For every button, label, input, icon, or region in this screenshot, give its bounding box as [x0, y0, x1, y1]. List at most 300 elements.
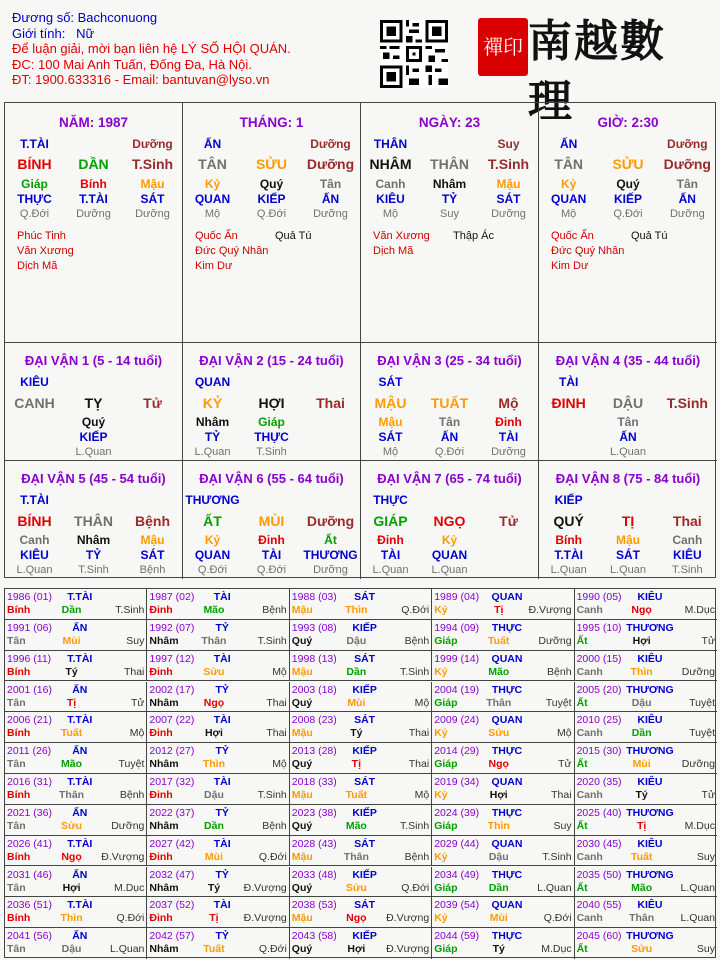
year-cell	[290, 805, 432, 836]
cell-row	[539, 156, 717, 172]
year-branch: Tuất	[203, 943, 225, 956]
cell-text: KIÊU	[672, 548, 702, 562]
year-god: TỶ	[215, 745, 229, 758]
year-line-1	[292, 930, 429, 943]
year-branch: Mão	[488, 665, 510, 678]
cell-row	[183, 208, 360, 220]
year-god: SÁT	[354, 837, 376, 850]
year-phase: M.Dục	[684, 604, 715, 616]
cell-text: TÀI	[498, 430, 519, 444]
year-line-1	[577, 899, 715, 912]
spacer	[301, 493, 360, 507]
contact-line: Để luận giải, mời bạn liên hệ LÝ SỐ HỘI QUÁN.	[12, 41, 291, 56]
year-line-1	[434, 899, 571, 912]
year-god: TÀI	[213, 837, 231, 850]
year-branch: Dậu	[488, 850, 509, 863]
year-stem: Mậu	[291, 789, 313, 801]
cell-text: Mộ	[382, 446, 399, 458]
year-cell	[147, 743, 289, 774]
year-god: THỰC	[491, 930, 523, 943]
year-line-2	[7, 758, 144, 771]
year-branch: Tuất	[345, 789, 368, 801]
cell-row	[539, 446, 717, 458]
year-god: ẤN	[72, 868, 88, 881]
pillar-title: NGÀY: 23	[418, 115, 481, 130]
cell-text: Mậu	[140, 177, 165, 191]
cell-row	[183, 513, 360, 529]
pillar-title: GIỜ: 2:30	[597, 115, 659, 130]
year-stem: Nhâm	[149, 758, 179, 771]
cell-row	[361, 156, 538, 172]
cell-text: T.Sinh	[131, 156, 174, 172]
year-cell	[5, 836, 147, 867]
year-phase: Bệnh	[119, 789, 145, 801]
cell-row	[5, 430, 182, 444]
year-cell	[575, 836, 717, 867]
year-label: 2001 (16)	[7, 683, 52, 696]
cell-text: Dưỡng	[667, 137, 708, 151]
year-cell	[432, 774, 574, 805]
year-line-2	[149, 727, 286, 740]
year-phase: Mộ	[414, 789, 430, 801]
cell-text: Tân	[617, 415, 639, 429]
year-line-2	[149, 789, 286, 802]
year-label: 2027 (42)	[149, 837, 195, 850]
year-god: TÀI	[213, 899, 231, 912]
year-god: THỰC	[491, 745, 523, 758]
cell-row	[183, 156, 360, 172]
year-line-1	[577, 930, 715, 943]
cell-text: Dưỡng	[313, 208, 348, 220]
year-line-2	[292, 635, 429, 648]
cell-text: ẤT	[203, 513, 222, 529]
year-branch: Mão	[203, 604, 225, 616]
year-stem: Mậu	[291, 665, 313, 678]
cell-text: MẬU	[374, 395, 407, 411]
year-label: 1998 (13)	[291, 652, 337, 665]
pillar-2	[183, 103, 361, 343]
god-label: T.TÀI	[20, 493, 49, 507]
year-cell	[432, 867, 574, 898]
year-stem: Quý	[291, 758, 313, 771]
year-branch: Ngọ	[61, 850, 82, 863]
year-branch: Thìn	[487, 819, 510, 832]
year-god: SÁT	[354, 776, 376, 788]
cell-text: QUAN	[194, 548, 231, 562]
cell-text: Tân	[676, 177, 698, 191]
cell-text: MÙI	[258, 513, 285, 529]
cell-text: Kỷ	[560, 177, 577, 191]
year-label: 1997 (12)	[149, 652, 195, 665]
cell-row	[361, 430, 538, 444]
cell-text: SỬU	[255, 156, 288, 172]
cell-text: Bính	[555, 533, 582, 547]
cell-text: Dưỡng	[310, 137, 351, 151]
year-branch: Mão	[61, 758, 83, 771]
year-line-2	[434, 789, 571, 802]
year-cell	[575, 867, 717, 898]
year-stem: Ất	[576, 758, 588, 771]
year-line-2	[434, 758, 571, 771]
year-stem: Tân	[7, 819, 26, 832]
year-cell	[575, 897, 717, 928]
year-label: 2041 (56)	[7, 930, 52, 943]
cell-text: T.Sinh	[78, 564, 109, 576]
cell-text	[658, 415, 717, 429]
cell-text: KỶ	[202, 395, 223, 411]
year-line-1	[292, 838, 429, 851]
gender-line: Giới tính: Nữ	[12, 25, 95, 41]
year-line-1	[7, 776, 144, 789]
year-cell	[5, 651, 147, 682]
year-line-2	[577, 604, 715, 617]
year-god: QUAN	[491, 837, 523, 850]
cell-text: Suy	[497, 137, 520, 151]
year-phase: T.Sinh	[400, 665, 430, 678]
year-line-1	[149, 930, 286, 943]
cell-row	[183, 177, 360, 191]
spacer	[420, 493, 479, 507]
year-label: 2013 (28)	[291, 745, 337, 758]
year-label: 2016 (31)	[7, 776, 52, 788]
year-phase: T.Sinh	[400, 819, 430, 832]
year-line-1	[149, 899, 286, 912]
year-phase: T.Sinh	[257, 789, 287, 801]
year-label: 2036 (51)	[7, 899, 52, 912]
pillar-4	[539, 103, 717, 343]
year-label: 2017 (32)	[149, 776, 195, 788]
year-god: SÁT	[354, 591, 376, 603]
year-branch: Dần	[631, 727, 652, 740]
year-branch: Sửu	[345, 881, 367, 894]
year-branch: Thìn	[202, 758, 226, 771]
year-phase: Bệnh	[262, 604, 287, 616]
year-label: 2043 (58)	[291, 930, 337, 943]
year-branch: Tý	[350, 727, 363, 740]
logo: 南越數理	[528, 16, 666, 127]
year-god: ẤN	[72, 683, 88, 696]
cell-text: Kỷ	[204, 177, 221, 191]
year-line-2	[7, 789, 144, 802]
dai-van-title: ĐẠI VẬN 8 (75 - 84 tuổi)	[555, 471, 701, 486]
cell-row	[5, 192, 182, 206]
year-line-1	[149, 776, 286, 789]
god-label: THƯƠNG	[185, 493, 240, 507]
year-phase: Mộ	[556, 727, 572, 740]
year-line-1	[149, 714, 286, 727]
year-label: 2014 (29)	[434, 745, 480, 758]
year-line-2	[434, 727, 571, 740]
year-cell	[290, 774, 432, 805]
year-stem: Quý	[291, 943, 313, 956]
year-line-1	[149, 684, 286, 697]
cell-text: TUẤT	[430, 395, 469, 411]
god-label: TÀI	[558, 375, 579, 389]
cell-text: L.Quan	[194, 446, 231, 458]
year-phase: Thai	[551, 789, 572, 801]
year-branch: Hợi	[347, 943, 366, 956]
year-line-1	[577, 869, 715, 882]
cell-text: Bệnh	[139, 564, 166, 576]
year-line-2	[292, 851, 429, 864]
cell-text	[5, 430, 64, 444]
year-line-2	[434, 912, 571, 925]
cell-text: TỶ	[204, 430, 221, 444]
cell-text: THÂN	[74, 513, 113, 529]
cell-text	[5, 446, 64, 458]
cell-text: Q.Đới	[19, 208, 50, 220]
cell-text: T.Sinh	[256, 446, 287, 458]
year-line-1	[292, 869, 429, 882]
year-stem: Giáp	[434, 696, 458, 709]
cell-text: Giáp	[258, 415, 285, 429]
year-line-1	[577, 838, 715, 851]
year-cell	[147, 620, 289, 651]
cell-row	[539, 430, 717, 444]
spacer	[123, 375, 182, 389]
year-branch: Sửu	[488, 727, 510, 740]
year-phase: Mộ	[414, 696, 430, 709]
year-phase: L.Quan	[680, 881, 715, 894]
cell-text: Dưỡng	[76, 208, 111, 220]
cell-row	[361, 548, 538, 562]
year-stem: Canh	[576, 789, 603, 801]
year-stem: Giáp	[434, 943, 458, 956]
year-line-2	[7, 820, 144, 833]
star-name: Văn Xương	[373, 230, 430, 242]
year-line-1	[577, 714, 715, 727]
cell-text: Bính	[80, 177, 107, 191]
year-branch: Tý	[207, 881, 221, 894]
year-line-2	[292, 912, 429, 925]
cell-text: T.TÀI	[20, 137, 49, 151]
cell-text	[420, 137, 479, 151]
cell-text	[301, 415, 360, 429]
year-line-2	[292, 666, 429, 679]
year-cell	[5, 897, 147, 928]
year-stem: Canh	[576, 850, 603, 863]
cell-text: Suy	[440, 208, 459, 220]
cell-text: Tử	[499, 513, 518, 529]
cell-text: Quý	[81, 415, 106, 429]
year-stem: Mậu	[291, 850, 313, 863]
year-god: T.TÀI	[67, 591, 93, 603]
year-branch: Dậu	[204, 789, 224, 801]
god-label: THỰC	[373, 493, 408, 507]
cell-text: THỰC	[254, 430, 289, 444]
year-label: 2020 (35)	[576, 776, 622, 788]
year-branch: Ngọ	[346, 912, 367, 925]
year-branch: Dần	[346, 665, 367, 678]
year-branch: Hợi	[204, 727, 223, 740]
year-god: QUAN	[491, 714, 523, 727]
year-phase: Đ.Vượng	[243, 912, 287, 925]
year-stem: Kỷ	[434, 727, 448, 740]
year-line-1	[292, 684, 429, 697]
year-line-2	[149, 882, 286, 895]
year-branch: Tý	[65, 665, 78, 678]
year-line-2	[7, 912, 144, 925]
year-line-2	[577, 666, 715, 679]
year-label: 1995 (10)	[576, 621, 622, 634]
cell-text: BÍNH	[17, 513, 52, 529]
cell-text: TÀI	[380, 548, 401, 562]
dai-van-god	[361, 375, 538, 389]
year-stem: Kỷ	[434, 912, 448, 925]
year-line-1	[434, 838, 571, 851]
year-phase: L.Quan	[109, 943, 145, 956]
year-cell	[5, 805, 147, 836]
cell-text	[123, 415, 182, 429]
seal-stamp-icon: 禪印	[478, 18, 528, 76]
year-stem: Kỷ	[434, 850, 448, 863]
year-stem: Tân	[7, 634, 26, 647]
cell-text	[539, 415, 598, 429]
year-god: T.TÀI	[67, 714, 93, 727]
year-cell	[5, 620, 147, 651]
cell-row	[361, 564, 538, 576]
year-stem: Kỷ	[434, 665, 448, 678]
star-list	[551, 229, 624, 274]
cell-text	[5, 415, 64, 429]
year-phase: Mộ	[272, 665, 287, 678]
year-god: KIẾP	[352, 683, 377, 696]
cell-text	[658, 430, 717, 444]
cell-text: ẤN	[619, 430, 637, 444]
year-branch: Tị	[494, 604, 504, 616]
cell-text: Thai	[316, 395, 345, 411]
year-god: KIÊU	[637, 591, 663, 603]
year-god: KIÊU	[637, 652, 663, 665]
cell-text: Canh	[19, 533, 50, 547]
year-god: THƯƠNG	[626, 683, 674, 696]
year-god: THƯƠNG	[626, 621, 674, 634]
year-label: 2026 (41)	[7, 837, 52, 850]
spacer	[479, 375, 538, 389]
year-god: TỶ	[215, 621, 229, 634]
year-phase: Q.Đới	[258, 943, 287, 956]
cell-text: Canh	[375, 177, 406, 191]
cell-row	[5, 156, 182, 172]
cell-text	[123, 430, 182, 444]
year-line-1	[577, 591, 715, 604]
cell-row	[5, 533, 182, 547]
cell-text: Kỷ	[441, 533, 458, 547]
year-god: THỰC	[491, 806, 523, 819]
year-label: 2040 (55)	[576, 899, 622, 912]
year-line-1	[7, 622, 144, 635]
year-branch: Tuất	[488, 634, 510, 647]
year-label: 1993 (08)	[291, 621, 337, 634]
spacer	[598, 375, 657, 389]
star-name: Thập Ác	[453, 230, 494, 242]
year-phase: Q.Đới	[401, 881, 430, 894]
dai-van-5	[5, 461, 183, 579]
cell-text: KIẾP	[257, 192, 286, 206]
year-branch: Mão	[345, 819, 367, 832]
cell-text	[598, 137, 657, 151]
cell-text: T.TÀI	[79, 192, 108, 206]
year-cell	[432, 836, 574, 867]
year-branch: Mão	[631, 881, 653, 894]
year-god: SÁT	[354, 714, 376, 727]
year-phase: Q.Đới	[258, 850, 287, 863]
cell-text: Đinh	[495, 415, 522, 429]
cell-text: ẤN	[440, 430, 459, 444]
year-cell	[147, 712, 289, 743]
year-line-1	[577, 684, 715, 697]
cell-row	[183, 137, 360, 151]
year-phase: Tử	[701, 789, 715, 801]
year-line-1	[577, 807, 715, 820]
cell-text: L.Quan	[609, 564, 647, 576]
year-stem: Canh	[576, 665, 603, 678]
year-cell	[432, 589, 574, 620]
cell-text: TÂN	[554, 156, 584, 172]
dai-van-god	[5, 493, 182, 507]
year-cell	[432, 897, 574, 928]
year-label: 2025 (40)	[576, 806, 622, 819]
year-line-2	[577, 635, 715, 648]
year-line-1	[434, 653, 571, 666]
qr-code-icon[interactable]	[380, 20, 448, 88]
year-cell	[5, 589, 147, 620]
year-label: 2000 (15)	[576, 652, 622, 665]
cell-text: Q.Đới	[256, 208, 287, 220]
year-label: 2035 (50)	[576, 868, 622, 881]
cell-text: Giáp	[21, 177, 48, 191]
spacer	[64, 493, 123, 507]
year-branch: Dần	[488, 881, 509, 894]
cell-text: T.Sinh	[672, 564, 703, 576]
year-god: THỰC	[491, 683, 523, 696]
year-line-2	[292, 789, 429, 802]
year-phase: Suy	[553, 819, 572, 832]
cell-text	[479, 564, 538, 576]
year-branch: Ngọ	[488, 758, 509, 771]
year-branch: Tuất	[60, 727, 83, 740]
dai-van-god	[539, 375, 717, 389]
year-branch: Thân	[343, 850, 369, 863]
spacer	[64, 375, 123, 389]
year-cell	[147, 897, 289, 928]
year-cell	[575, 712, 717, 743]
cell-row	[539, 208, 717, 220]
year-line-2	[434, 943, 571, 956]
star-name: Kim Dư	[195, 260, 233, 272]
year-branch: Thân	[629, 912, 655, 925]
cell-text: THÂN	[373, 137, 408, 151]
cell-text: Dưỡng	[313, 564, 348, 576]
year-phase: L.Quan	[680, 912, 715, 925]
cell-row	[539, 533, 717, 547]
cell-text: KIẾP	[613, 192, 642, 206]
dai-van-8	[539, 461, 717, 579]
year-line-2	[149, 758, 286, 771]
cell-text: Mộ	[204, 208, 221, 220]
year-cell	[575, 651, 717, 682]
year-line-2	[434, 820, 571, 833]
year-cell	[290, 589, 432, 620]
year-phase: Q.Đới	[116, 912, 145, 925]
year-phase: Thai	[408, 758, 430, 771]
year-branch: Hợi	[62, 881, 81, 894]
year-label: 2005 (20)	[576, 683, 622, 696]
year-stem: Giáp	[434, 758, 458, 771]
year-cell	[575, 743, 717, 774]
year-phase: Đ.Vượng	[386, 943, 430, 956]
year-label: 2012 (27)	[149, 745, 195, 758]
